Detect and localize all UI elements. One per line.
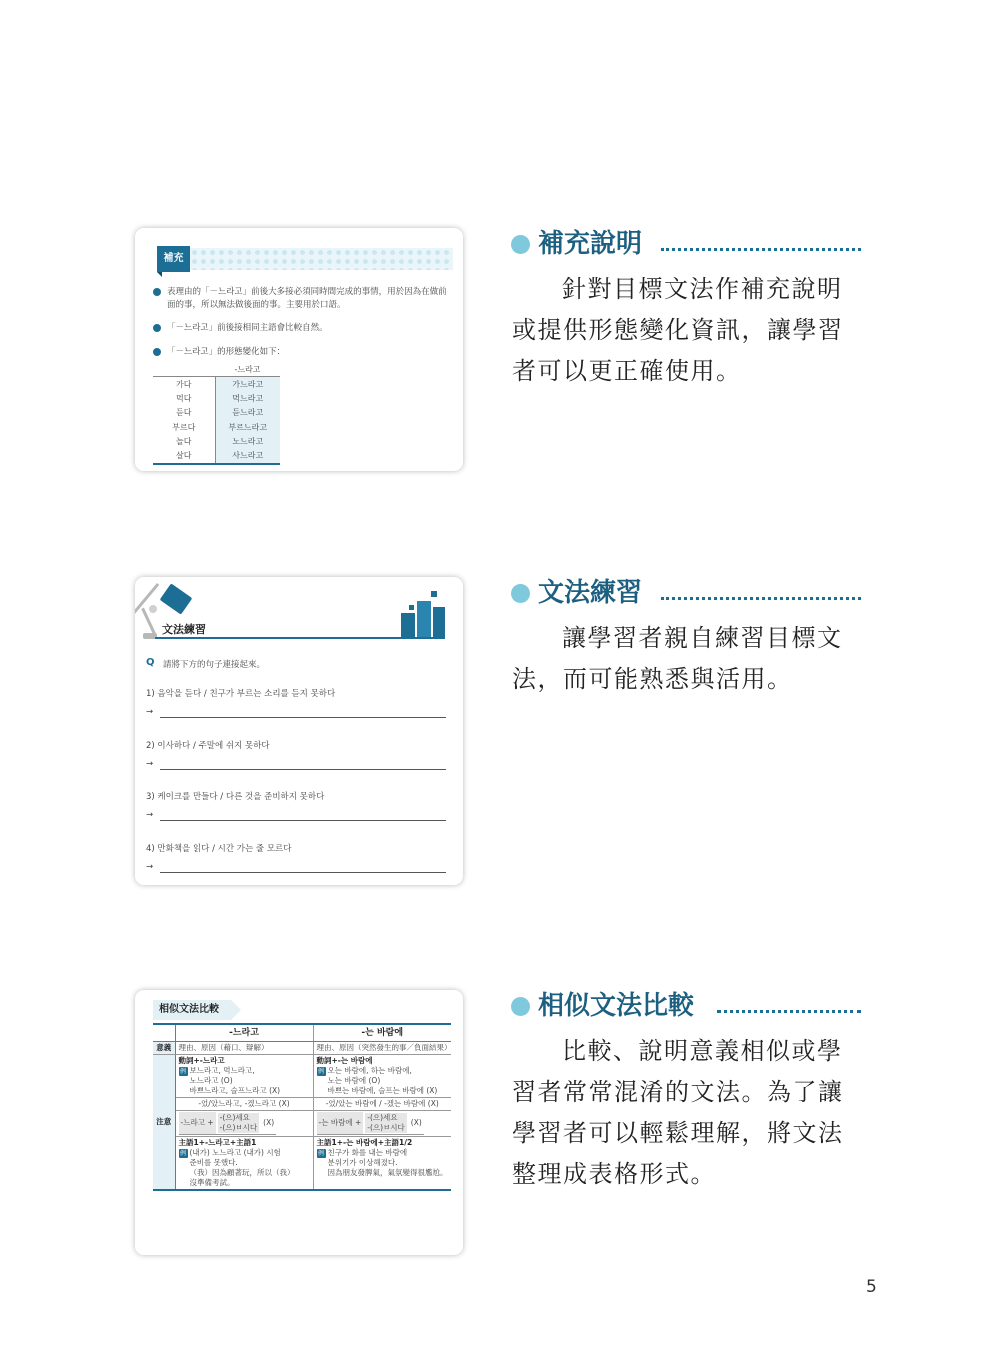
dotted-header-band [190,248,453,270]
table-cell: 노느라고 [215,435,280,450]
table-cell: 먹다 [153,391,215,406]
grammar-chip: -(으)세요 [218,1113,260,1123]
note-label: 注意 [153,1055,175,1191]
grammar-chip: -(으)ㅂ시다 [367,1123,405,1132]
table-cell: 가다 [153,377,215,392]
practice-sample-card [135,577,463,885]
answer-line-3 [146,810,446,820]
answer-line-1 [146,707,446,717]
section-heading [509,574,869,614]
answer-line-2 [146,759,446,769]
section-body: 讓學習者親自練習目標文法，而可能熟悉與活用。 [512,624,843,693]
rule-head: 主語1+-는 바람에+主語1/2 [316,1138,413,1147]
dotted-leader [661,248,861,251]
comparison-sample-card [135,990,463,1255]
dotted-leader [717,1010,861,1013]
note-row2-col2: -었/았는 바람에 / -겠는 바람에 (X) [313,1098,451,1111]
practice-item-1: 1) 음악을 듣다 / 친구가 부르는 소리를 듣지 못하다 [146,689,336,699]
section-title: 補充說明 [538,229,643,259]
comparison-tag: 相似文法比較 [153,1000,231,1020]
note-row3-col1 [175,1111,313,1137]
section-heading [509,225,869,265]
note-row3-col2 [313,1111,451,1137]
rule-head: 動詞+-느라고 [178,1056,225,1065]
grammar-chip: -(으)세요 [365,1113,407,1123]
table-cell: 살다 [153,449,215,464]
question-mark-label: Q [146,657,155,668]
section-practice [509,574,869,693]
practice-item-4: 4) 만화책을 읽다 / 시간 가는 줄 모르다 [146,844,292,854]
col2-header: -는 바람에 [313,1024,451,1042]
desk-lamp-icon-joint [149,605,157,613]
supplement-tag: 補充 [157,246,190,272]
table-header: -느라고 [215,362,280,377]
table-cell: 먹느라고 [215,391,280,406]
rule-head: 動詞+-는 바람에 [316,1056,373,1065]
rule-head: 主語1+-느라고+主語1 [178,1138,257,1147]
example-line: 친구가 화를 내는 바람에 [327,1148,408,1157]
section-body: 比較、說明意義相似或學習者常常混淆的文法。為了讓學習者可以輕鬆理解，將文法整理成表格形式。 [512,1037,844,1188]
grammar-chip: -는 바람에 + [317,1112,364,1135]
example-line: 노느라고 (O) [189,1076,233,1085]
table-cell: 놀다 [153,435,215,450]
note-row4-col2 [313,1137,451,1191]
note-row2-col1: -었/았느라고, -겠느라고 (X) [175,1098,313,1111]
section-title: 文法練習 [538,578,643,608]
comparison-table [153,1023,451,1191]
building-bars-icon [409,605,414,610]
wrong-mark: (X) [261,1112,276,1135]
section-supplement [509,225,869,385]
building-bars-icon [401,613,415,637]
section-title: 相似文法比較 [538,991,695,1021]
dotted-leader [661,597,861,600]
col1-header: -느라고 [175,1024,313,1042]
note-row4-col1 [175,1137,313,1191]
note-row1-col1 [175,1055,313,1098]
grammar-chip: -(으)ㅂ시다 [219,1123,258,1132]
supplement-bullet-3: 「－느라고」的形態變化如下： [153,346,453,359]
example-icon: 例 [179,1150,186,1157]
example-line: (내가) 노느라고 (내가) 시험 [189,1148,281,1157]
bullet-dot-icon [511,235,530,254]
table-cell: 듣느라고 [215,406,280,421]
example-line: 沒準備考試。 [189,1178,235,1187]
page-number: 5 [866,1277,877,1297]
meaning-col1: 理由、原因（藉口、辯解） [175,1042,313,1055]
arrow-icon: → [146,759,154,769]
supplement-sample-card [135,228,463,471]
table-cell: 부르다 [153,420,215,435]
answer-line-4 [146,862,446,872]
building-bars-icon [417,601,431,637]
example-line: 因為朋友發脾氣，氣氛變得很尷尬。 [327,1168,448,1177]
arrow-icon: → [146,810,154,820]
practice-title: 文法練習 [162,623,206,636]
example-line: 오는 바람에, 하는 바람에, [327,1066,412,1075]
table-cell: 듣다 [153,406,215,421]
practice-item-2: 2) 이사하다 / 주말에 쉬지 못하다 [146,741,270,751]
building-bars-icon [431,591,437,597]
example-icon: 例 [317,1068,324,1075]
example-icon: 例 [179,1068,186,1075]
example-icon: 例 [317,1150,324,1157]
grammar-chip: -느라고 + [179,1112,216,1135]
section-body: 針對目標文法作補充說明或提供形態變化資訊，讓學習者可以更正確使用。 [512,275,844,385]
table-cell: 부르느라고 [215,420,280,435]
example-line: 보느라고, 먹느라고, [189,1066,255,1075]
supplement-bullet-1: 表理由的「－느라고」前後大多接必須同時間完成的事情，用於因為在做前面的事，所以無法做後面的事。主要用於口語。 [153,286,453,312]
example-line: 분위기가 이상해졌다. [327,1158,398,1167]
meaning-col2: 理由、原因（突然發生的事／負面結果） [313,1042,451,1055]
section-heading [509,987,869,1027]
conjugation-table [153,362,280,465]
example-line: 준비를 못했다. [189,1158,238,1167]
bullet-dot-icon [511,997,530,1016]
question-text: 請將下方的句子連接起來。 [163,660,266,670]
example-line: 바쁘는 바람에, 슬프는 바람에 (X) [327,1086,438,1095]
example-line: 노는 바람에 (O) [327,1076,381,1085]
example-line: （我）因為顧著玩，所以（我） [189,1168,295,1177]
table-cell: 가느라고 [215,377,280,392]
practice-item-3: 3) 케이크를 만들다 / 다른 것을 준비하지 못하다 [146,792,325,802]
bullet-dot-icon [511,584,530,603]
section-comparison [509,987,869,1188]
supplement-bullet-2: 「－느라고」前後接相同主語會比較自然。 [153,322,453,335]
meaning-label: 意義 [153,1042,175,1055]
arrow-icon: → [146,862,154,872]
desk-lamp-icon-head [160,583,193,614]
wrong-mark: (X) [409,1112,424,1135]
example-line: 바쁘느라고, 슬프느라고 (X) [189,1086,281,1095]
table-cell: 사느라고 [215,449,280,464]
arrow-icon: → [146,707,154,717]
note-row1-col2 [313,1055,451,1098]
practice-underline [155,637,445,639]
building-bars-icon [433,607,445,637]
